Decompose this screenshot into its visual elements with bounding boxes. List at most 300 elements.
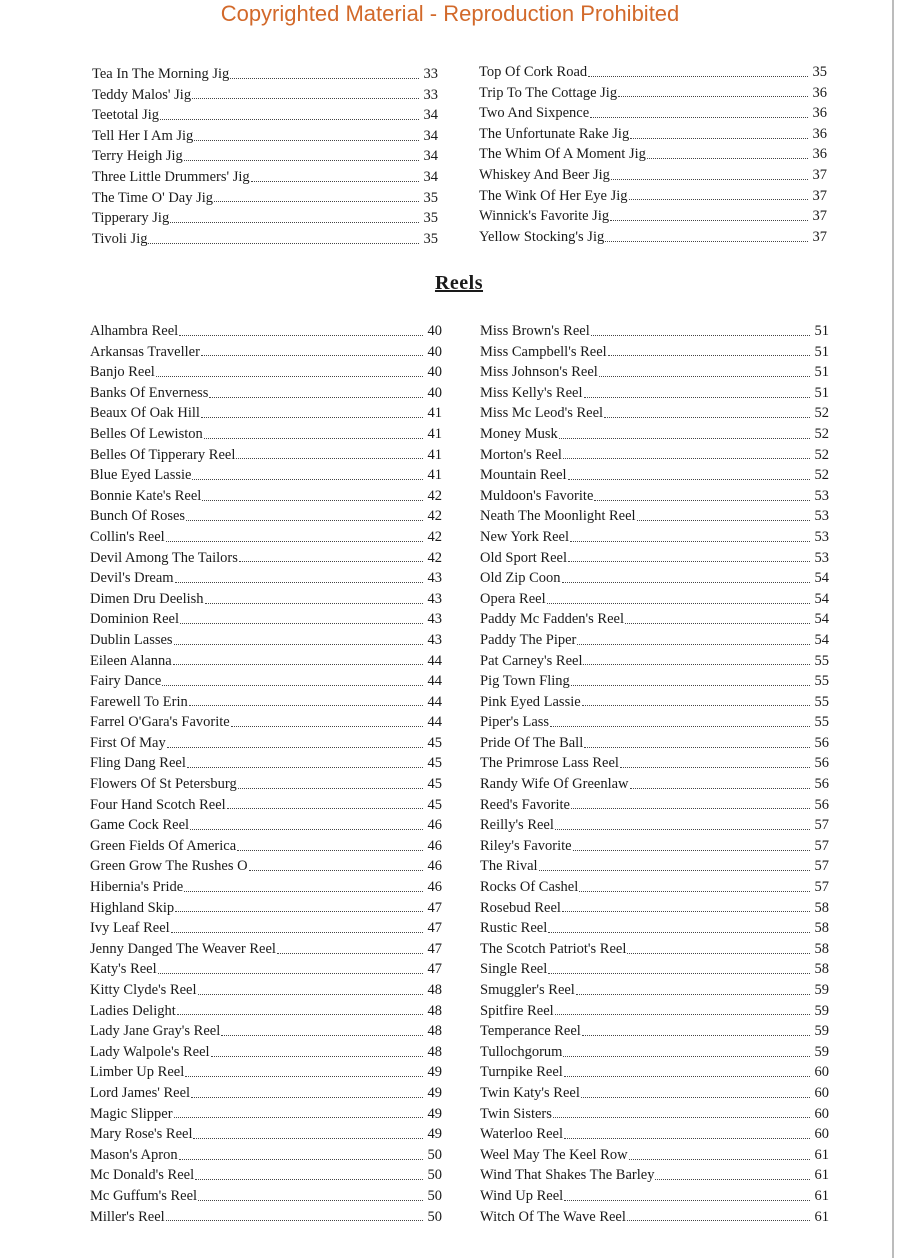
page-number: 45	[427, 755, 442, 772]
page-number: 46	[427, 837, 442, 854]
index-entry	[479, 103, 827, 124]
page-number: 44	[427, 693, 442, 710]
page-number: 57	[814, 837, 829, 854]
tune-title: Ladies Delight	[90, 1002, 176, 1019]
page-number: 56	[814, 776, 829, 793]
page-number: 60	[814, 1105, 829, 1122]
dot-leader	[175, 911, 423, 912]
dot-leader	[568, 479, 810, 480]
tune-title: Old Sport Reel	[480, 549, 567, 566]
page-number: 54	[814, 590, 829, 607]
index-entry	[90, 1104, 442, 1125]
page-number: 59	[814, 1023, 829, 1040]
dot-leader	[186, 520, 423, 521]
tune-title: Reed's Favorite	[480, 796, 570, 813]
tune-title: First Of May	[90, 734, 166, 751]
index-entry	[90, 609, 442, 630]
dot-leader	[194, 140, 419, 141]
jig-index-left-column	[92, 64, 438, 249]
index-entry	[90, 753, 442, 774]
dot-leader	[190, 829, 423, 830]
dot-leader	[174, 1117, 423, 1118]
index-entry	[90, 1145, 442, 1166]
page-number: 41	[427, 467, 442, 484]
dot-leader	[655, 1179, 810, 1180]
index-entry	[90, 671, 442, 692]
index-entry	[480, 1104, 829, 1125]
tune-title: Three Little Drummers' Jig	[92, 168, 250, 185]
page-number: 37	[812, 187, 827, 204]
tune-title: Opera Reel	[480, 590, 546, 607]
index-entry	[480, 342, 829, 363]
tune-title: Tullochgorum	[480, 1043, 563, 1060]
index-entry	[90, 898, 442, 919]
index-entry	[480, 424, 829, 445]
dot-leader	[173, 664, 423, 665]
dot-leader	[195, 1179, 423, 1180]
tune-title: Trip To The Cottage Jig	[479, 84, 618, 101]
dot-leader	[184, 891, 423, 892]
dot-leader	[594, 500, 810, 501]
page-number: 44	[427, 714, 442, 731]
index-entry	[479, 186, 827, 207]
dot-leader	[231, 726, 423, 727]
index-entry	[92, 126, 438, 147]
tune-title: Rustic Reel	[480, 920, 548, 937]
page-number: 51	[814, 364, 829, 381]
index-entry	[480, 877, 829, 898]
tune-title: Winnick's Favorite Jig	[479, 208, 610, 225]
page-number: 46	[427, 817, 442, 834]
tune-title: Waterloo Reel	[480, 1126, 563, 1143]
dot-leader	[209, 397, 423, 398]
tune-title: Miss Brown's Reel	[480, 323, 590, 339]
index-entry	[480, 651, 829, 672]
page-number: 49	[427, 1084, 442, 1101]
reel-index-left-column	[90, 321, 442, 1227]
index-entry	[90, 815, 442, 836]
index-entry	[480, 609, 829, 630]
page-number: 48	[427, 1043, 442, 1060]
index-entry	[480, 815, 829, 836]
dot-leader	[191, 1097, 423, 1098]
page-number: 40	[427, 343, 442, 360]
page-number: 55	[814, 693, 829, 710]
page-number: 35	[423, 210, 438, 227]
page-number: 59	[814, 982, 829, 998]
dot-leader	[625, 623, 810, 624]
tune-title: Pat Carney's Reel	[480, 652, 583, 669]
dot-leader	[221, 1035, 423, 1036]
dot-leader	[177, 1014, 423, 1015]
dot-leader	[577, 644, 810, 645]
tune-title: Katy's Reel	[90, 961, 157, 978]
index-entry	[90, 1042, 442, 1063]
tune-title: Top Of Cork Road	[479, 64, 588, 80]
index-entry	[90, 774, 442, 795]
page-number: 47	[427, 940, 442, 957]
page-number: 40	[427, 364, 442, 381]
tune-title: The Scotch Patriot's Reel	[480, 940, 627, 957]
dot-leader	[562, 582, 810, 583]
tune-title: Green Fields Of America	[90, 837, 237, 854]
index-entry	[90, 548, 442, 569]
dot-leader	[629, 1159, 810, 1160]
dot-leader	[192, 479, 423, 480]
page-number: 45	[427, 734, 442, 751]
tune-title: Banjo Reel	[90, 364, 155, 381]
tune-title: Blue Eyed Lassie	[90, 467, 192, 484]
index-entry	[480, 1145, 829, 1166]
tune-title: Tipperary Jig	[92, 210, 170, 227]
tune-title: The Rival	[480, 858, 538, 875]
page-number: 57	[814, 858, 829, 875]
index-entry	[480, 1186, 829, 1207]
index-entry	[480, 1207, 829, 1228]
tune-title: Miss Campbell's Reel	[480, 343, 607, 360]
page-number: 61	[814, 1167, 829, 1184]
dot-leader	[230, 78, 419, 79]
tune-title: Miss Johnson's Reel	[480, 364, 598, 381]
index-entry	[90, 589, 442, 610]
page-number: 42	[427, 549, 442, 566]
tune-title: Wind That Shakes The Barley	[480, 1167, 655, 1184]
index-entry	[479, 144, 827, 165]
dot-leader	[239, 561, 423, 562]
page-number: 49	[427, 1105, 442, 1122]
tune-title: Banks Of Enverness	[90, 384, 209, 401]
tune-title: Tea In The Morning Jig	[92, 66, 230, 82]
tune-title: The Wink Of Her Eye Jig	[479, 187, 628, 204]
page-number: 48	[427, 1002, 442, 1019]
tune-title: Dominion Reel	[90, 611, 180, 628]
index-entry	[480, 1062, 829, 1083]
index-entry	[480, 1083, 829, 1104]
index-entry	[92, 208, 438, 229]
dot-leader	[591, 335, 810, 336]
page-number: 53	[814, 528, 829, 545]
page-number: 54	[814, 570, 829, 587]
index-entry	[90, 465, 442, 486]
dot-leader	[175, 582, 423, 583]
index-entry	[90, 445, 442, 466]
dot-leader	[564, 1200, 810, 1201]
index-entry	[90, 383, 442, 404]
dot-leader	[236, 458, 423, 459]
page-number: 33	[423, 66, 438, 82]
page-number: 46	[427, 858, 442, 875]
index-entry	[480, 692, 829, 713]
index-entry	[480, 321, 829, 342]
index-entry	[92, 146, 438, 167]
dot-leader	[581, 1097, 810, 1098]
tune-title: Randy Wife Of Greenlaw	[480, 776, 629, 793]
dot-leader	[548, 973, 810, 974]
dot-leader	[618, 96, 808, 97]
tune-title: Farrel O'Gara's Favorite	[90, 714, 230, 731]
tune-title: Rocks Of Cashel	[480, 879, 579, 896]
dot-leader	[211, 1056, 423, 1057]
index-entry	[480, 465, 829, 486]
page-number: 45	[427, 796, 442, 813]
dot-leader	[179, 335, 423, 336]
index-entry	[90, 939, 442, 960]
index-entry	[480, 733, 829, 754]
tune-title: Money Musk	[480, 425, 558, 442]
index-entry	[90, 651, 442, 672]
page-number: 61	[814, 1208, 829, 1225]
dot-leader	[590, 117, 808, 118]
page-number: 44	[427, 673, 442, 690]
index-entry	[90, 692, 442, 713]
tune-title: Devil's Dream	[90, 570, 174, 587]
tune-title: Highland Skip	[90, 899, 175, 916]
page-number: 41	[427, 446, 442, 463]
dot-leader	[605, 241, 808, 242]
dot-leader	[227, 808, 423, 809]
dot-leader	[201, 417, 423, 418]
page-number: 47	[427, 920, 442, 937]
index-entry	[90, 1207, 442, 1228]
tune-title: Kitty Clyde's Reel	[90, 982, 197, 998]
tune-title: Paddy Mc Fadden's Reel	[480, 611, 624, 628]
tune-title: Miller's Reel	[90, 1208, 165, 1225]
reel-index-right-column	[480, 321, 829, 1227]
index-entry	[90, 877, 442, 898]
index-entry	[90, 630, 442, 651]
page-number: 59	[814, 1043, 829, 1060]
index-entry	[480, 898, 829, 919]
dot-leader	[249, 870, 423, 871]
page-number: 51	[814, 384, 829, 401]
index-entry	[90, 1186, 442, 1207]
tune-title: Pink Eyed Lassie	[480, 693, 581, 710]
dot-leader	[553, 1117, 810, 1118]
tune-title: Miss Kelly's Reel	[480, 384, 583, 401]
index-entry	[90, 1083, 442, 1104]
index-entry	[90, 486, 442, 507]
tune-title: Mc Guffum's Reel	[90, 1187, 198, 1204]
index-entry	[480, 836, 829, 857]
dot-leader	[555, 1014, 810, 1015]
dot-leader	[205, 603, 423, 604]
index-entry	[479, 83, 827, 104]
dot-leader	[160, 119, 419, 120]
dot-leader	[277, 953, 423, 954]
dot-leader	[599, 376, 810, 377]
page-number: 50	[427, 1167, 442, 1184]
tune-title: Limber Up Reel	[90, 1064, 185, 1081]
tune-title: Fairy Dance	[90, 673, 162, 690]
index-entry	[90, 1165, 442, 1186]
index-entry	[480, 589, 829, 610]
tune-title: Miss Mc Leod's Reel	[480, 405, 604, 422]
index-entry	[90, 980, 442, 1001]
dot-leader	[202, 500, 423, 501]
dot-leader	[573, 850, 810, 851]
page-number: 37	[812, 228, 827, 245]
page-number: 54	[814, 611, 829, 628]
tune-title: Lady Walpole's Reel	[90, 1043, 210, 1060]
index-entry	[479, 206, 827, 227]
tune-title: Dublin Lasses	[90, 631, 173, 648]
dot-leader	[548, 932, 810, 933]
dot-leader	[170, 222, 419, 223]
index-entry	[90, 342, 442, 363]
page-number: 49	[427, 1064, 442, 1081]
tune-title: Mary Rose's Reel	[90, 1126, 193, 1143]
dot-leader	[198, 994, 423, 995]
index-entry	[92, 85, 438, 106]
dot-leader	[627, 1220, 810, 1221]
dot-leader	[179, 1159, 423, 1160]
index-entry	[90, 403, 442, 424]
dot-leader	[539, 870, 810, 871]
dot-leader	[620, 767, 810, 768]
tune-title: Twin Sisters	[480, 1105, 552, 1122]
tune-title: Beaux Of Oak Hill	[90, 405, 200, 422]
tune-title: Pig Town Fling	[480, 673, 570, 690]
tune-title: Terry Heigh Jig	[92, 148, 183, 165]
page-number: 43	[427, 611, 442, 628]
page-number: 55	[814, 652, 829, 669]
page-number: 60	[814, 1084, 829, 1101]
page-number: 33	[423, 86, 438, 103]
dot-leader	[576, 994, 810, 995]
index-entry	[480, 980, 829, 1001]
page-number: 42	[427, 508, 442, 525]
tune-title: Fling Dang Reel	[90, 755, 186, 772]
dot-leader	[251, 181, 419, 182]
dot-leader	[166, 1220, 423, 1221]
page-number: 48	[427, 982, 442, 998]
page-number: 43	[427, 590, 442, 607]
page-number: 60	[814, 1126, 829, 1143]
tune-title: Spitfire Reel	[480, 1002, 554, 1019]
tune-title: Mc Donald's Reel	[90, 1167, 195, 1184]
dot-leader	[214, 201, 419, 202]
index-entry	[480, 486, 829, 507]
tune-title: Single Reel	[480, 961, 548, 978]
dot-leader	[637, 520, 810, 521]
index-entry	[90, 527, 442, 548]
tune-title: Witch Of The Wave Reel	[480, 1208, 626, 1225]
index-entry	[90, 424, 442, 445]
dot-leader	[187, 767, 423, 768]
dot-leader	[162, 685, 423, 686]
dot-leader	[237, 850, 423, 851]
index-entry	[90, 568, 442, 589]
page-number: 61	[814, 1187, 829, 1204]
page-number: 37	[812, 166, 827, 183]
index-entry	[90, 1124, 442, 1145]
page-number: 50	[427, 1146, 442, 1163]
page-number: 52	[814, 405, 829, 422]
index-entry	[480, 918, 829, 939]
page-number: 44	[427, 652, 442, 669]
tune-title: Old Zip Coon	[480, 570, 561, 587]
index-entry	[480, 856, 829, 877]
dot-leader	[238, 788, 423, 789]
dot-leader	[201, 355, 423, 356]
dot-leader	[611, 179, 808, 180]
dot-leader	[564, 1076, 810, 1077]
index-entry	[480, 795, 829, 816]
tune-title: Arkansas Traveller	[90, 343, 200, 360]
page-number: 60	[814, 1064, 829, 1081]
dot-leader	[568, 561, 810, 562]
tune-title: Pride Of The Ball	[480, 734, 584, 751]
dot-leader	[647, 158, 808, 159]
dot-leader	[630, 788, 810, 789]
tune-title: The Whim Of A Moment Jig	[479, 146, 646, 163]
index-entry	[479, 227, 827, 248]
index-entry	[480, 1124, 829, 1145]
index-entry	[90, 362, 442, 383]
tune-title: Weel May The Keel Row	[480, 1146, 628, 1163]
dot-leader	[167, 747, 423, 748]
index-entry	[90, 1001, 442, 1022]
index-entry	[92, 64, 438, 85]
dot-leader	[158, 973, 423, 974]
page-number: 41	[427, 405, 442, 422]
tune-title: Whiskey And Beer Jig	[479, 166, 610, 183]
index-entry	[480, 712, 829, 733]
index-entry	[480, 568, 829, 589]
page-number: 56	[814, 796, 829, 813]
page-number: 57	[814, 817, 829, 834]
index-entry	[480, 383, 829, 404]
tune-title: Bonnie Kate's Reel	[90, 487, 202, 504]
page-number: 58	[814, 940, 829, 957]
tune-title: Magic Slipper	[90, 1105, 173, 1122]
dot-leader	[571, 685, 810, 686]
index-entry	[480, 630, 829, 651]
dot-leader	[582, 1035, 810, 1036]
tune-title: Lord James' Reel	[90, 1084, 191, 1101]
index-entry	[479, 62, 827, 83]
tune-title: Flowers Of St Petersburg	[90, 776, 237, 793]
tune-title: Teddy Malos' Jig	[92, 86, 192, 103]
index-entry	[480, 671, 829, 692]
tune-title: Jenny Danged The Weaver Reel	[90, 940, 276, 957]
page-number: 34	[423, 107, 438, 124]
dot-leader	[579, 891, 810, 892]
tune-title: Collin's Reel	[90, 528, 165, 545]
page-number: 56	[814, 755, 829, 772]
tune-title: Tell Her I Am Jig	[92, 127, 194, 144]
tune-title: Reilly's Reel	[480, 817, 554, 834]
page-number: 55	[814, 673, 829, 690]
page-number: 41	[427, 425, 442, 442]
page-number: 51	[814, 343, 829, 360]
tune-title: Lady Jane Gray's Reel	[90, 1023, 221, 1040]
page-number: 58	[814, 961, 829, 978]
tune-title: Mason's Apron	[90, 1146, 178, 1163]
dot-leader	[204, 438, 423, 439]
dot-leader	[198, 1200, 423, 1201]
dot-leader	[156, 376, 423, 377]
index-entry	[480, 774, 829, 795]
tune-title: Smuggler's Reel	[480, 982, 575, 998]
tune-title: Riley's Favorite	[480, 837, 572, 854]
tune-title: The Unfortunate Rake Jig	[479, 125, 630, 142]
tune-title: Green Grow The Rushes O	[90, 858, 248, 875]
dot-leader	[563, 1056, 810, 1057]
page-number: 46	[427, 879, 442, 896]
tune-title: Belles Of Tipperary Reel	[90, 446, 236, 463]
dot-leader	[584, 397, 811, 398]
